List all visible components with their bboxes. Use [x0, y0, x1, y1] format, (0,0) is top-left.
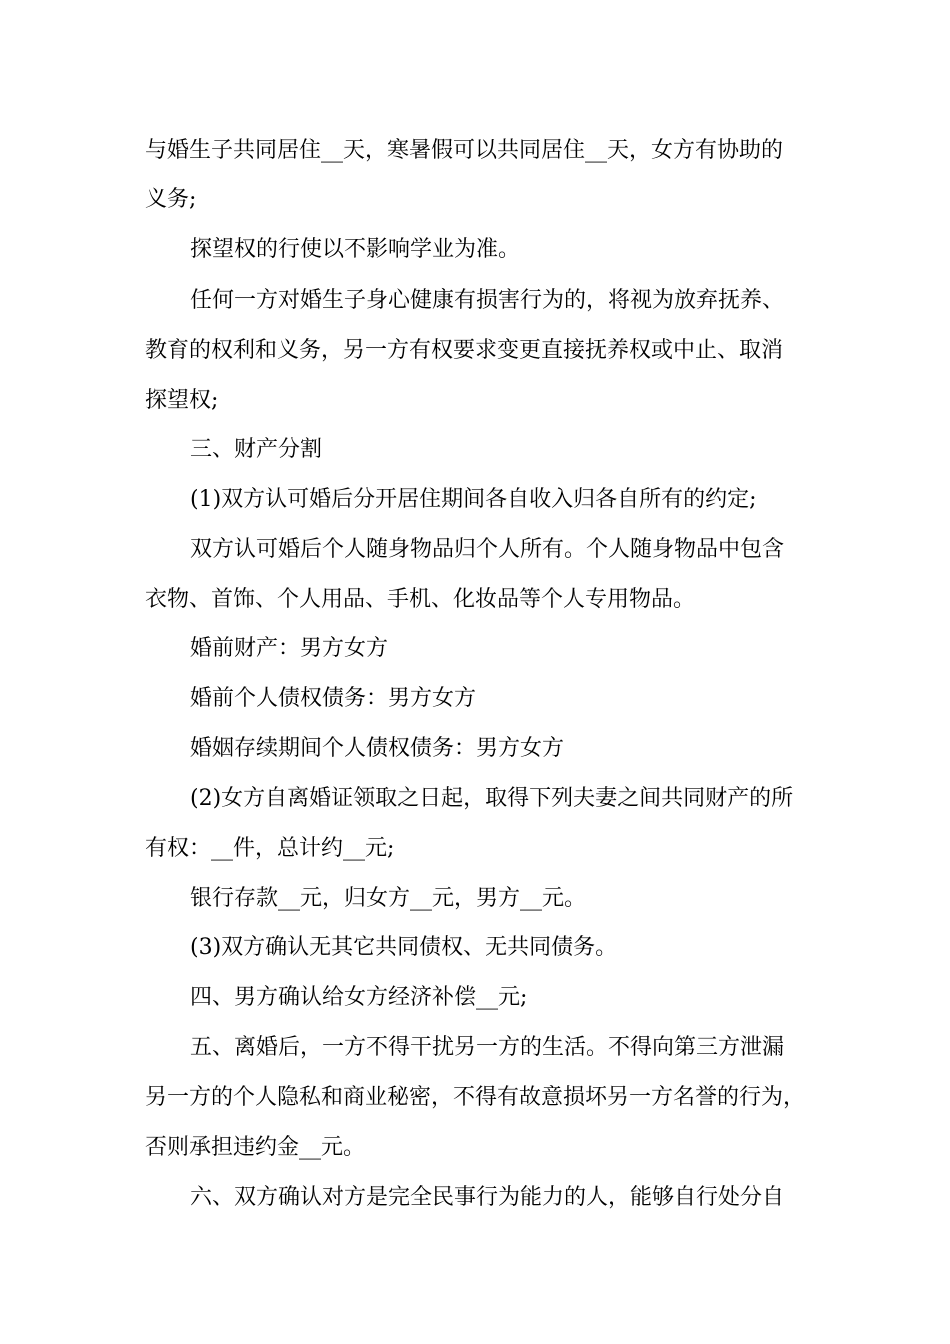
text-line: 婚前个人债权债务：男方女方 — [190, 686, 477, 711]
section-heading: 五、离婚后，一方不得干扰另一方的生活。不得向第三方泄漏 — [190, 1035, 785, 1060]
text-line: 衣物、首饰、个人用品、手机、化妆品等个人专用物品。 — [145, 587, 696, 612]
text-line: 双方认可婚后个人随身物品归个人所有。个人随身物品中包含 — [190, 537, 785, 562]
text-line: 任何一方对婚生子身心健康有损害行为的，将视为放弃抚养、 — [190, 288, 785, 313]
text-line: 教育的权利和义务，另一方有权要求变更直接抚养权或中止、取消 — [145, 338, 784, 363]
text-line: (1)双方认可婚后分开居住期间各自收入归各自所有的约定; — [190, 487, 757, 512]
text-line: 有权：__件，总计约__元; — [145, 836, 395, 861]
text-line: 婚姻存续期间个人债权债务：男方女方 — [190, 736, 565, 761]
section-heading: 三、财产分割 — [190, 437, 323, 462]
section-heading: 六、双方确认对方是完全民事行为能力的人，能够自行处分自 — [190, 1185, 785, 1210]
text-line: 探望权的行使以不影响学业为准。 — [190, 237, 521, 262]
text-line: 否则承担违约金__元。 — [145, 1135, 366, 1160]
text-line: (2)女方自离婚证领取之日起，取得下列夫妻之间共同财产的所 — [190, 786, 794, 811]
text-line: (3)双方确认无其它共同债权、无共同债务。 — [190, 935, 618, 960]
text-line: 义务; — [145, 187, 197, 212]
text-line: 探望权; — [145, 388, 219, 413]
text-line: 银行存款__元，归女方__元，男方__元。 — [190, 886, 587, 911]
text-line: 与婚生子共同居住__天，寒暑假可以共同居住__天，女方有协助的 — [145, 138, 784, 163]
section-heading: 四、男方确认给女方经济补偿__元; — [190, 985, 528, 1010]
text-line: 婚前财产：男方女方 — [190, 636, 389, 661]
text-line: 另一方的个人隐私和商业秘密，不得有故意损坏另一方名誉的行为， — [145, 1085, 806, 1110]
